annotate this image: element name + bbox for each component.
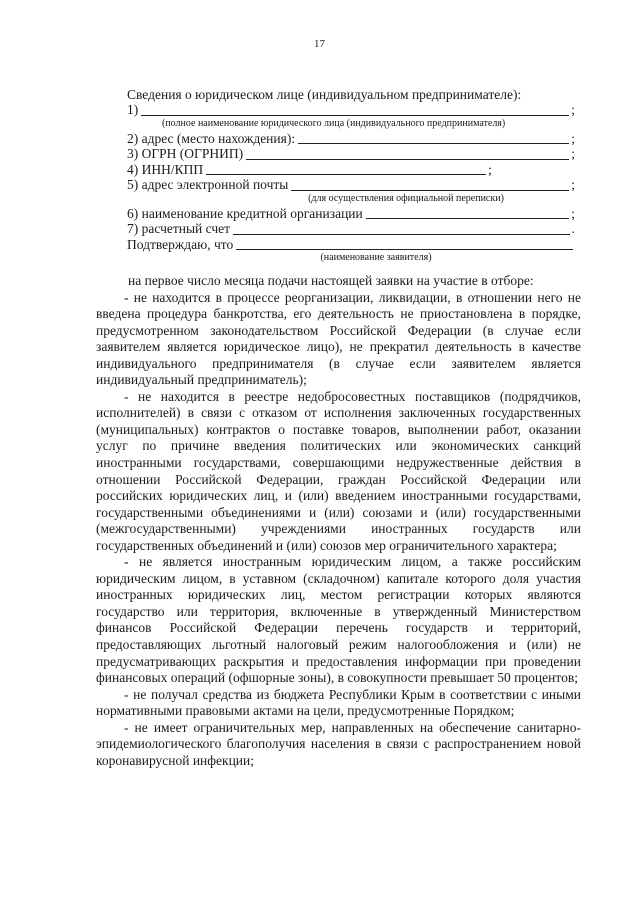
address-label: 2) адрес (место нахождения): [127, 130, 296, 146]
email-row [127, 177, 575, 193]
bank-row [127, 206, 575, 222]
bank-end: ; [571, 205, 575, 221]
email-label: 5) адрес электронной почты [127, 177, 289, 192]
account-label: 7) расчетный счет [127, 221, 231, 236]
legal-name-label: 1) [127, 102, 139, 117]
legal-name-row [127, 102, 575, 118]
confirm-field[interactable] [236, 238, 573, 250]
address-end: ; [571, 130, 575, 146]
legal-name-field[interactable] [141, 104, 569, 116]
inn-field[interactable] [206, 163, 486, 175]
email-caption: (для осуществления официальной переписки) [308, 192, 504, 204]
page-number: 17 [314, 38, 325, 50]
condition-sanitary-measures: - не имеет ограничительных мер, направленных на обеспечение санитарно-эпидемиологического благополучия населения в связи с распространением новой коронавирусной инфекции; [96, 719, 581, 768]
form-heading-row [127, 86, 575, 102]
condition-budget-funds: - не получал средства из бюджета Республики Крым в соответствии с иными нормативными правовыми актами на цели, предусмотренные Порядком; [96, 686, 581, 719]
ogrn-label: 3) ОГРН (ОГРНИП) [127, 146, 244, 161]
address-field[interactable] [298, 132, 569, 144]
confirm-label: Подтверждаю, что [127, 236, 234, 252]
legal-name-caption: (полное наименование юридического лица (индивидуального предпринимателя) [162, 117, 506, 129]
inn-row [127, 162, 575, 178]
applicant-info-form [127, 86, 575, 265]
inn-end: ; [488, 161, 492, 177]
ogrn-field[interactable] [246, 148, 569, 160]
account-row [127, 221, 575, 237]
condition-reorganization: - не находится в процессе реорганизации, ликвидации, в отношении него не введена процедура банкротства, его деятельность не приостановлена в порядке, предусмотренном законодательством Российской Федерации (в случае если заявителем является юридическое лицо), не прекратил деятельность в качестве индивидуального предпринимателя (в случае если заявителем является индивидуальный предприниматель); [96, 289, 581, 388]
condition-unreliable-suppliers: - не находится в реестре недобросовестных поставщиков (подрядчиков, исполнителей) в связи с отказом от исполнения заключенных государственных (муниципальных) контрактов о поставке товаров, выполнении работ, оказании услуг по причине введения политических или экономических санкций иностранными государствами, совершающими недружественные действия в отношении Российской Федерации, граждан Российской Федерации или российских юридических лиц, и (или) введением иностранными государствами, государственными объединениями и (или) союзами и (или) государственными (межгосударственными) учреждениями иностранных государств или государственных объединений и (или) союзов мер ограничительного характера; [96, 388, 581, 553]
ogrn-row [127, 146, 575, 162]
legal-name-end: ; [571, 102, 575, 117]
confirm-caption: (наименование заявителя) [320, 252, 432, 263]
bank-field[interactable] [366, 207, 569, 219]
email-end: ; [571, 177, 575, 192]
account-field[interactable] [233, 223, 570, 235]
condition-foreign-entity: - не является иностранным юридическим лицом, а также российским юридическим лицом, в уставном (складочном) капитале которого доля участия иностранных юридических лиц, местом регистрации которых являются государство или территория, включенные в утвержденный Министерством финансов Российской Федерации перечень государств и территорий, предоставляющих льготный налоговый режим налогообложения и (или) не предусматривающих раскрытия и предоставления информации при проведении финансовых операций (офшорные зоны), в совокупности превышает 50 процентов; [96, 554, 581, 686]
ogrn-end: ; [571, 146, 575, 161]
form-heading: Сведения о юридическом лице (индивидуальном предпринимателе): [127, 86, 522, 102]
address-row [127, 131, 575, 147]
email-field[interactable] [291, 179, 569, 191]
confirm-row [127, 237, 575, 253]
inn-label: 4) ИНН/КПП [127, 161, 204, 177]
bank-label: 6) наименование кредитной организации [127, 205, 363, 221]
conditions-text [96, 273, 581, 769]
conditions-intro: на первое число месяца подачи настоящей заявки на участие в отборе: [128, 273, 534, 288]
account-end: . [571, 221, 575, 236]
